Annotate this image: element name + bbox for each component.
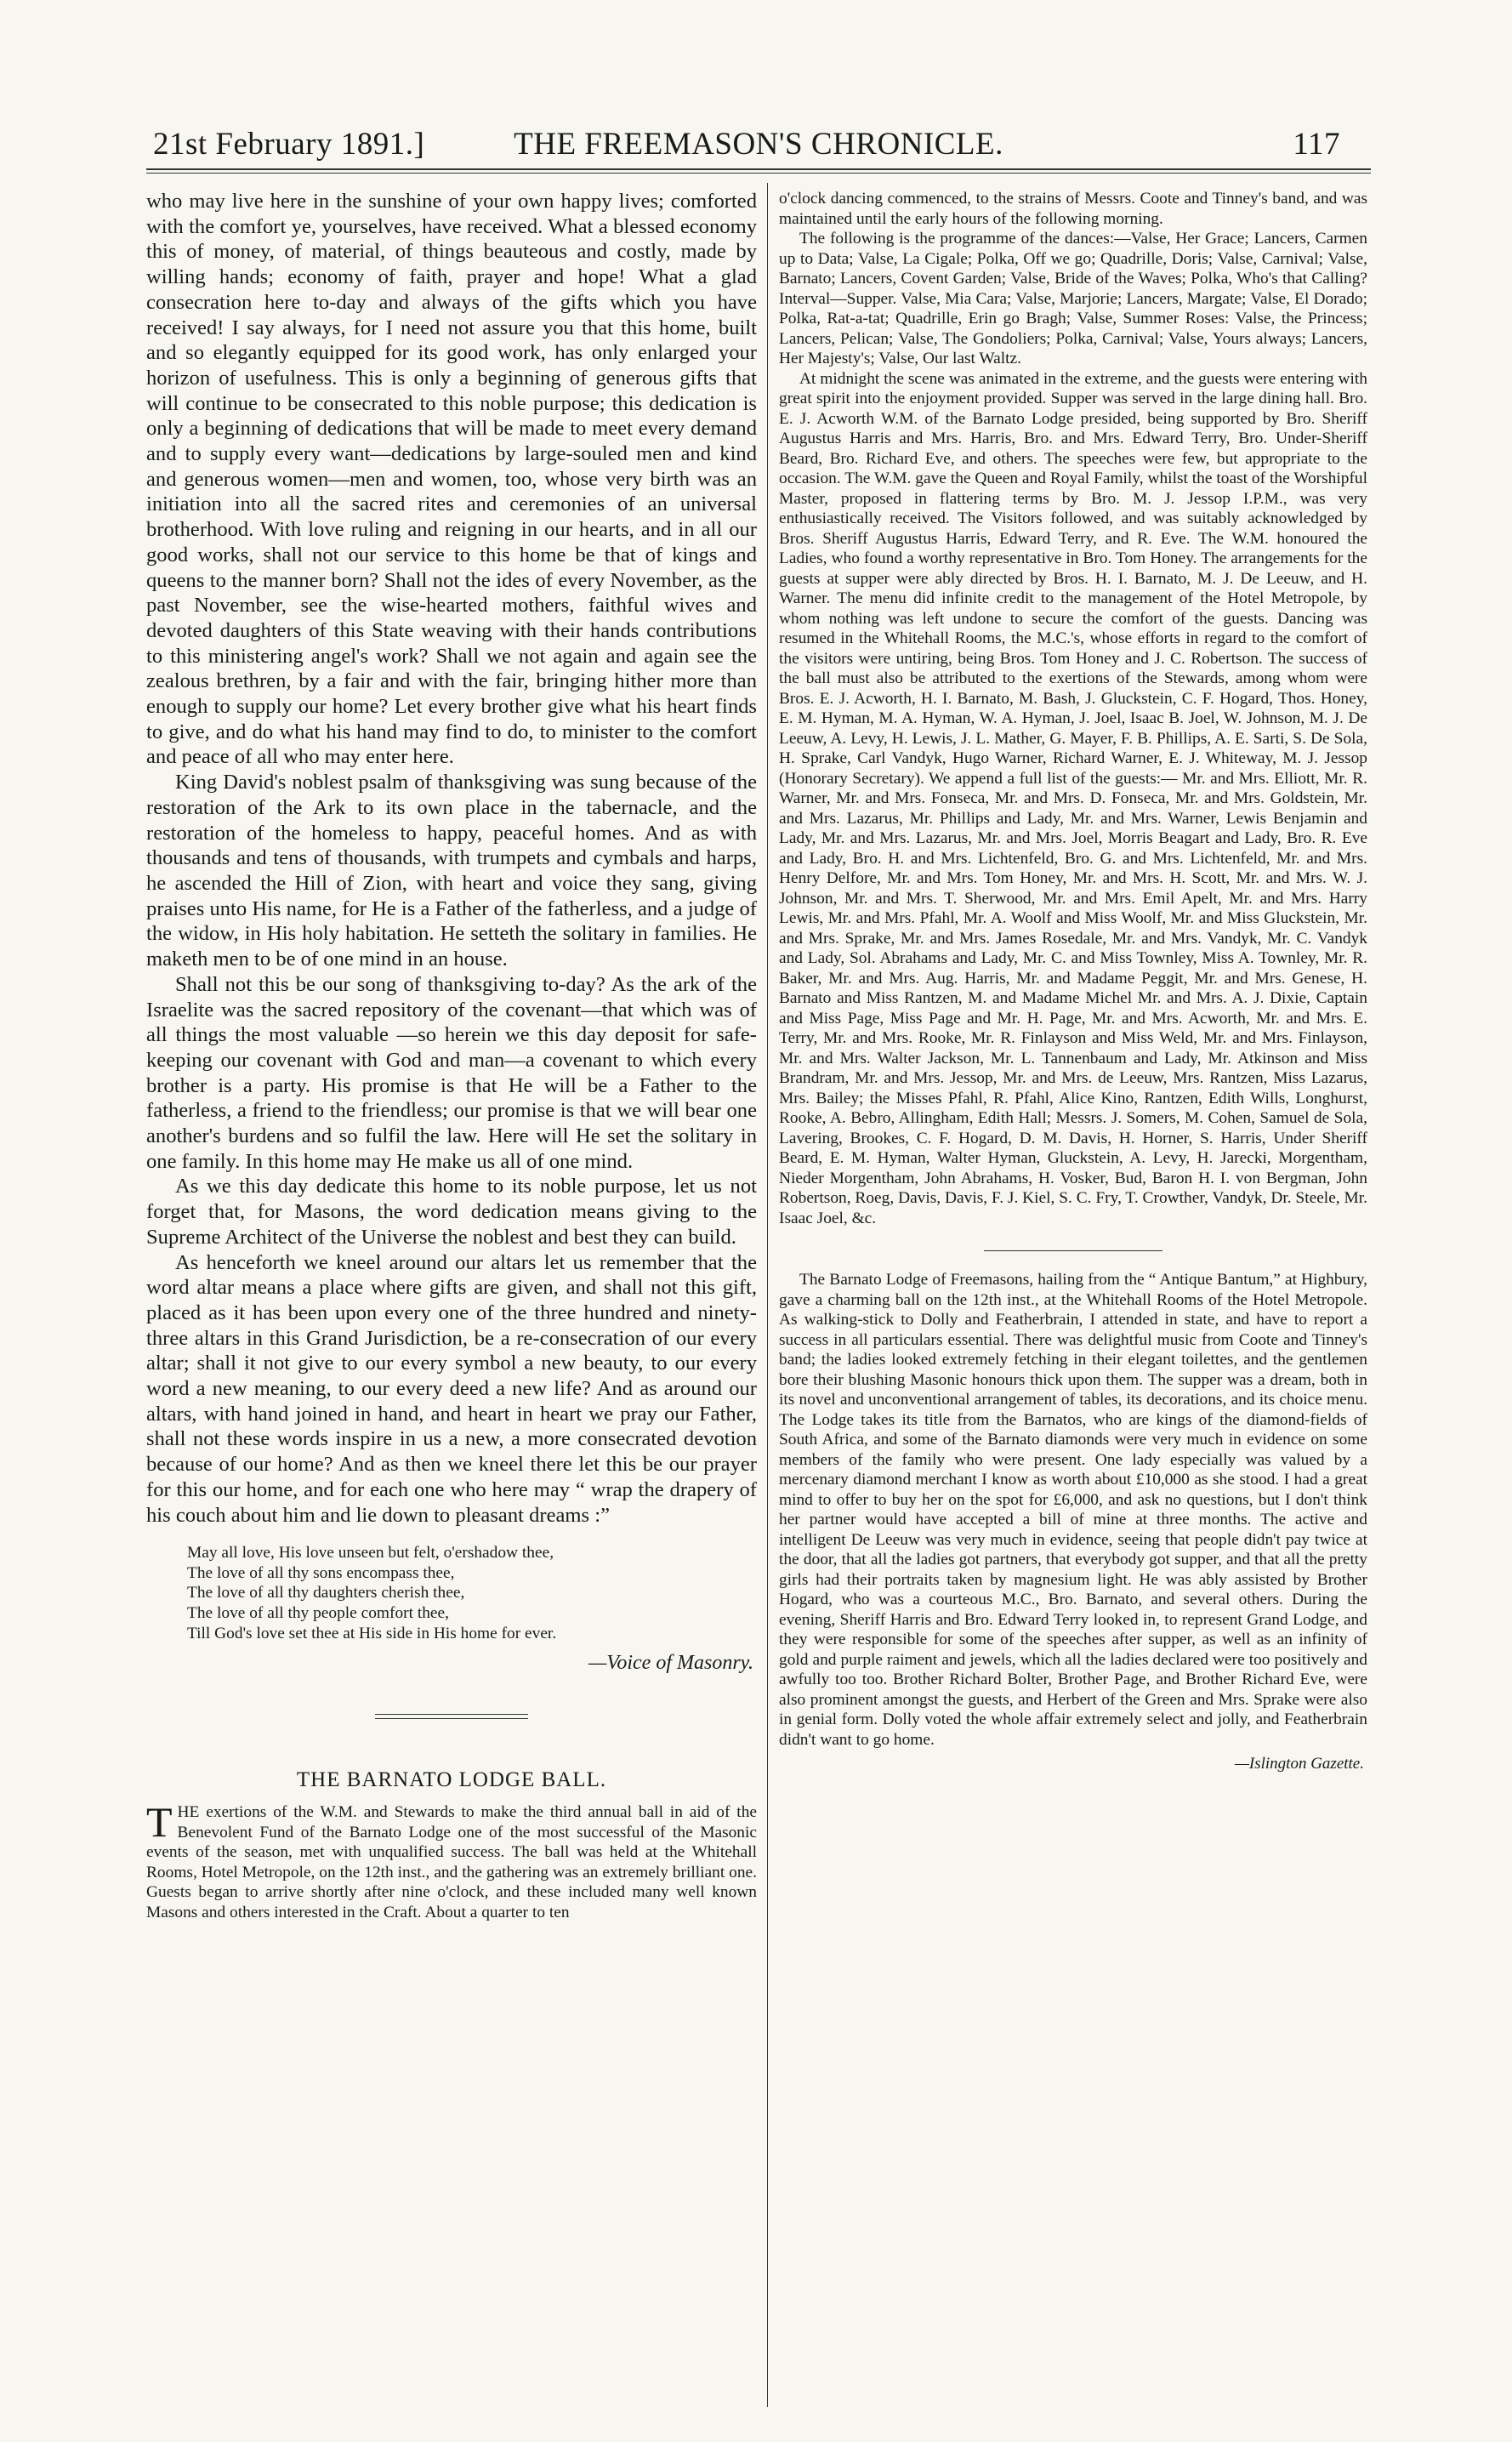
section-divider	[375, 1714, 528, 1719]
section-heading: THE BARNATO LODGE BALL.	[296, 1768, 607, 1792]
header-rule	[146, 168, 1371, 170]
article-paragraph: The Barnato Lodge of Freemasons, hailing from the “ Antique Bantum,” at Highbury, gave a charming ball on the 12th inst., at the Whitehall Rooms of the Hotel Metropole. As walking-stick to Dolly and Featherbrain, I attended in state, and have to report a success in all particulars essential. There was delightful music from Coote and Tinney's band; the ladies looked extremely fetching in their elegant toilettes, and the gentlemen bore their blushing Masonic honours thick upon them. The supper was a dream, both in its novel and unconventional arrangement of tables, its decorations, and its choice menu. The Lodge takes its title from the Barnatos, who are kings of the diamond-fields of South Africa, and some of the Barnato diamonds were very much in evidence on some members of the family who were present. One lady especially was valued by a mercenary diamond merchant I know as worth about £10,000 as she stood. I had a great mind to offer to buy her on the spot for £6,000, and ask no questions, but I don't think her partner would have accepted a bill of mine at three months. The active and intelligent De Leeuw was very much in evidence, seeing that people didn't pay twice at the door, that all the ladies got partners, that everybody got supper, and that all the pretty girls had their portraits taken by magnesium light. He was ably assisted by Brother Hogard, who was a courteous M.C., Bro. Barnato, and several others. During the evening, Sheriff Harris and Bro. Edward Terry looked in, to represent Grand Lodge, and they were responsible for some of the speeches after supper, as well as an infinity of gold and purple raiment and jewels, which all the ladies declared were too positively and awfully too too. Brother Richard Bolter, Brother Page, and Brother Richard Eve, were also prominent amongst the guests, and Herbert of the Green and Mrs. Sprake were also in genial form. Dolly voted the whole affair extremely select and jolly, and Featherbrain didn't want to go home.	[779, 1271, 1367, 1749]
drop-cap: T	[146, 1798, 173, 1847]
page-header	[146, 119, 1371, 167]
poem-line: May all love, His love unseen but felt, o'ershadow thee,	[187, 1544, 554, 1563]
article-paragraph: The following is the programme of the dances:—Valse, Her Grace; Lancers, Carmen up to Data; Valse, La Cigale; Polka, Off we go; Quadrille, Doris; Valse, Carnival; Valse, Barnato; Lancers, Covent Garden; Valse, Bride of the Waves; Polka, Who's that Calling? Interval—Supper. Valse, Mia Cara; Valse, Marjorie; Lancers, Margate; Valse, El Dorado; Polka, Rat-a-tat; Quadrille, Erin go Bragh; Valse, Summer Roses: Valse, the Princess; Lancers, Pelican; Valse, The Gondoliers; Polka, Carnival; Valse, Yours always; Lancers, Her Majesty's; Valse, Our last Waltz.	[779, 230, 1367, 367]
publication-title: THE FREEMASON'S CHRONICLE.	[514, 127, 1003, 162]
poem-line: Till God's love set thee at His side in His home for ever.	[187, 1624, 557, 1642]
poem-line: The love of all thy daughters cherish thee,	[187, 1584, 465, 1602]
poem-block	[187, 1543, 757, 1643]
poem-line: The love of all thy sons encompass thee,	[187, 1563, 455, 1582]
poem-line: The love of all thy people comfort thee,	[187, 1604, 449, 1623]
article-text: HE exertions of the W.M. and Stewards to make the third annual ball in aid of the Benevolent Fund of the Barnato Lodge one of the most successful of the Masonic events of the season, met with unqualified success. The ball was held at the Whitehall Rooms, Hotel Metropole, on the 12th inst., and the gathering was an extremely brilliant one. Guests began to arrive shortly after nine o'clock, and these included many well known Masons and others interested in the Craft. About a quarter to ten	[146, 1803, 757, 1921]
page-number: 117	[1293, 127, 1340, 162]
left-column	[146, 189, 757, 1922]
column-divider	[767, 183, 768, 2407]
article-paragraph: Shall not this be our song of thanksgiving to-day? As the ark of the Israelite was the sacred repository of the covenant—that which was of all things the most valuable —so herein we this day deposit for safe-keeping our covenant with God and man—a covenant to which every brother is a party. His promise is that He will be a Father to the fatherless, a friend to the friendless; our promise is that we will bear one another's burdens and so fulfil the law. Here will He set the solitary in one family. In this home may He make us all of one mind.	[146, 972, 757, 1173]
article-paragraph: As we this day dedicate this home to its noble purpose, let us not forget that, for Masons, the word dedication means giving to the Supreme Architect of the Universe the noblest and best they can build.	[146, 1175, 757, 1249]
article-paragraph: As henceforth we kneel around our altars let us remember that the word altar means a place where gifts are given, and shall not this gift, placed as it has been upon every one of the three hundred and ninety-three altars in this Grand Jurisdiction, be a re-consecration of our every altar; shall it not give to our every symbol a new beauty, to our every word a new meaning, to our every deed a new life? And as around our altars, with hand joined in hand, and heart in heart we pray our Father, shall not these words inspire in us a new, a more consecrated devotion because of our home? And as then we kneel there let this be our prayer for this our home, and for each one who here may “ wrap the drapery of his couch about him and lie down to pleasant dreams :”	[146, 1250, 757, 1527]
article-paragraph	[146, 1798, 757, 1922]
article-paragraph: o'clock dancing commenced, to the strains of Messrs. Coote and Tinney's band, and was maintained until the early hours of the following morning.	[779, 190, 1367, 228]
article-paragraph: King David's noblest psalm of thanksgiving was sung because of the restoration of the Ark to its own place in the tabernacle, and the restoration of the homeless to happy, peaceful homes. And as with thousands and tens of thousands, with trumpets and cymbals and harps, he ascended the Hill of Zion, with heart and voice they sang, giving praises unto His name, for He is a Father of the fatherless, and a judge of the widow, in His holy habitation. He setteth the solitary in families. He maketh men to be of one mind in an house.	[146, 771, 757, 971]
article-paragraph: who may live here in the sunshine of your own happy lives; comforted with the comfort ye, yourselves, have received. What a blessed economy this of money, of material, of things beauteous and costly, made by willing hands; economy of faith, prayer and hope! What a glad consecration here to-day and always of the gifts which you have received! I say always, for I need not assure you that this home, built and so elegantly equipped for its good work, has only enlarged your horizon of usefulness. This is only a beginning of generous gifts that will continue to be consecrated to this noble purpose; this dedication is only a beginning of dedications that will be made to meet every demand and to supply every want—dedications by large-souled men and kind and generous women—men and women, too, whose very birth was an initiation into all the sacred rites and ceremonies of an universal brotherhood. With love ruling and reigning in our hearts, and in all our good works, shall not our service to this home be that of kings and queens to the manner born? Shall not the ides of every November, as the past November, see the wise-hearted mothers, faithful wives and devoted daughters of this State weaving with their hands contributions to this ministering angel's work? Shall we not again and again see the zealous brethren, by a fair and with the fair, bringing hither more than enough to supply our home? Let every brother give what his heart finds to give, and do what his hand may find to do, to minister to the comfort and peace of all who may enter here.	[146, 190, 757, 769]
article-paragraph: At midnight the scene was animated in the extreme, and the guests were entering with great spirit into the enjoyment provided. Supper was served in the large dining hall. Bro. E. J. Acworth W.M. of the Barnato Lodge presided, being supported by Bro. Sheriff Augustus Harris and Mrs. Harris, Bro. and Mrs. Edward Terry, Bro. Under-Sheriff Beard, Bro. Richard Eve, and others. The speeches were few, but appropriate to the occasion. The W.M. gave the Queen and Royal Family, whilst the toast of the Worshipful Master, proposed in flattering terms by Bro. M. J. Jessop I.P.M., was very enthusiastically received. The Visitors followed, and was suitably acknowledged by Bros. Sheriff Augustus Harris, Edward Terry, and R. Eve. The W.M. honoured the Ladies, who found a worthy representative in Bro. Tom Honey. The arrangements for the guests at supper were ably directed by Bros. H. I. Barnato, M. J. De Leeuw, and H. Warner. The menu did infinite credit to the management of the Hotel Metropole, by whom nothing was left undone to secure the comfort of the guests. Dancing was resumed in the Whitehall Rooms, the M.C.'s, whose efforts in regard to the comfort of the visitors were untiring, being Bros. Tom Honey and J. C. Robertson. The success of the ball must also be attributed to the exertions of the Stewards, among whom were Bros. E. J. Acworth, H. I. Barnato, M. Bash, J. Gluckstein, C. F. Hogard, Thos. Honey, E. M. Hyman, M. A. Hyman, W. A. Hyman, J. Joel, Isaac B. Joel, W. Johnson, M. J. De Leeuw, A. Levy, H. Lewis, J. L. Mather, G. Mayer, F. B. Phillips, A. E. Sarti, S. De Sola, H. Sprake, Carl Vandyk, Hugo Warner, Richard Warner, E. J. Whiteway, M. J. Jessop (Honorary Secretary). We append a full list of the guests:— Mr. and Mrs. Elliott, Mr. R. Warner, Mr. and Mrs. Fonseca, Mr. and Mrs. D. Fonseca, Mr. and Mrs. Goldstein, Mr. and Mrs. Lazarus, Mr. Phillips and Lady, Mr. and Mrs. Warner, Lewis Benjamin and Lady, Mr. and Mrs. Lazarus, Mr. and Mrs. Joel, Morris Beagart and Lady, Bro. R. Eve and Lady, Bro. H. and Mrs. Lichtenfeld, Bro. G. and Mrs. Lichtenfeld, Mr. and Mrs. Henry Delfore, Mr. and Mrs. Tom Honey, Mr. and Mrs. H. Scott, Mr. and Mrs. W. J. Johnson, Mr. and Mrs. T. Sherwood, Mr. and Mrs. Emil Apelt, Mr. and Mrs. Harry Lewis, Mr. and Mrs. Pfahl, Mr. A. Woolf and Miss Woolf, Mr. and Miss Gluckstein, Mr. and Mrs. Sprake, Mr. and Mrs. James Rosedale, Mr. and Mrs. Vandyk, Mr. C. Vandyk and Lady, Sol. Abrahams and Lady, Mr. C. and Miss Townley, Miss A. Townley, Mr. R. Baker, Mr. and Mrs. Aug. Harris, Mr. and Madame Peggit, Mr. and Mrs. Genese, H. Barnato and Miss Rantzen, M. and Madame Michel Mr. and Mrs. A. J. Dixie, Captain and Miss Page, Miss Page and Mr. H. Page, Mr. and Mrs. Acworth, Mr. and Mrs. E. Terry, Mr. and Mrs. Rooke, Mr. R. Finlayson and Miss Weld, Mr. and Mrs. Finlayson, Mr. and Mrs. Walter Jackson, Mr. L. Tannenbaum and Lady, Mr. Atkinson and Miss Brandram, Mr. and Mrs. Jessop, Mr. and Mrs. de Leeuw, Mrs. Rantzen, Miss Lazarus, Mrs. Bailey; the Misses Pfahl, R. Pfahl, Alice Kino, Rantzen, Edith Wills, Longhurst, Rooke, A. Bebro, Allingham, Edith Hall; Messrs. J. Somers, M. Cohen, Samuel de Sola, Lavering, Brookes, C. F. Hogard, D. M. Davis, H. Horner, S. Harris, Under Sheriff Beard, E. M. Hyman, Walter Hyman, Gluckstein, A. Levy, H. Jarecki, Morgentham, Nieder Morgentham, John Abrahams, H. Vosker, Bud, Baron H. I. von Bergman, John Robertson, Roeg, Davis, Davis, F. J. Kiel, S. C. Fry, T. Crowther, Vandyk, Dr. Steele, Mr. Isaac Joel, &c.	[779, 369, 1367, 1227]
source-attribution: —Voice of Masonry.	[588, 1652, 753, 1675]
right-column	[779, 189, 1367, 1773]
section-divider	[984, 1250, 1162, 1251]
header-rule-thin	[146, 173, 1371, 174]
issue-date: 21st February 1891.]	[153, 127, 425, 162]
source-attribution: —Islington Gazette.	[1235, 1755, 1364, 1773]
